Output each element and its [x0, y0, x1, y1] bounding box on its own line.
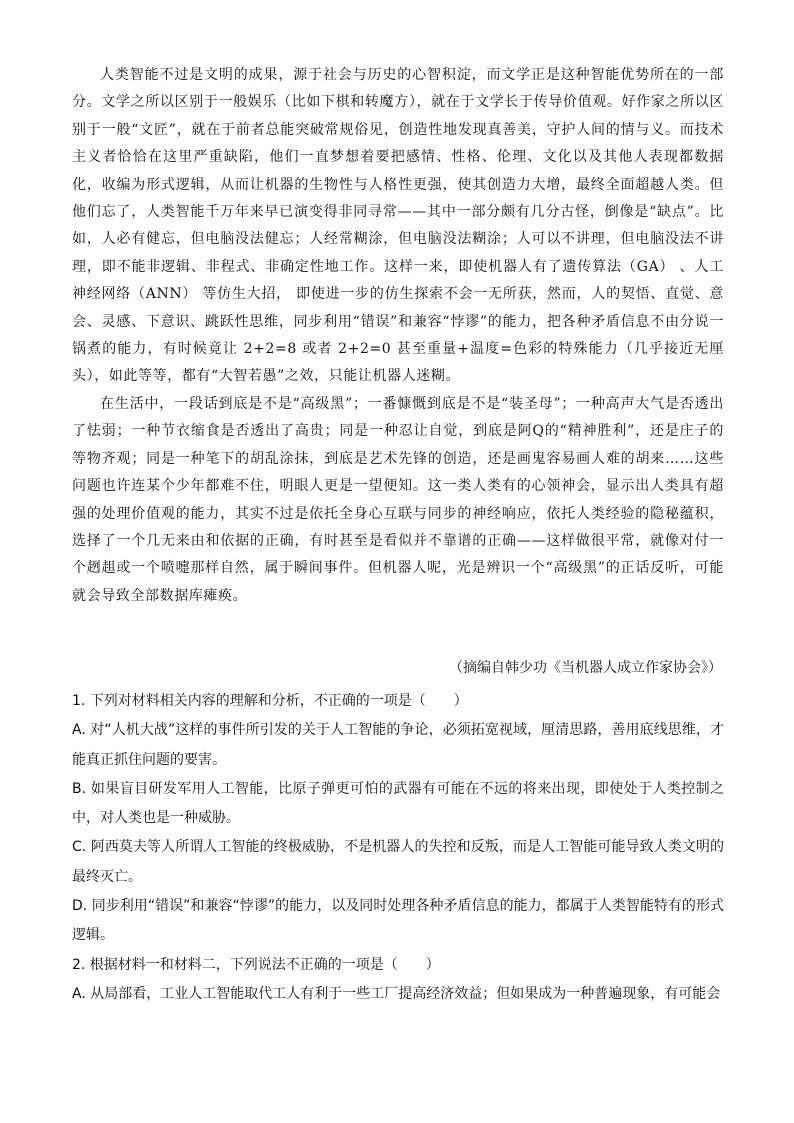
question-1-option-c: C. 阿西莫夫等人所谓人工智能的终极威胁，不是机器人的失控和反叛，而是人工智能可能导致人类文明的最终灭亡。	[72, 839, 724, 885]
question-1-option-a: A. 对“人机大战”这样的事件所引发的关于人工智能的争论，必须拓宽视域，厘清思路，善用底线思维，才能真正抓住问题的要害。	[72, 722, 724, 768]
question-list	[72, 687, 724, 1009]
passage-source: （摘编自韩少功《当机器人成立作家协会》）	[449, 660, 722, 676]
question-1	[72, 687, 724, 951]
question-2-option-a: A. 从局部看，工业人工智能取代工人有利于一些工厂提高经济效益；但如果成为一种普遍现象，有可能会	[72, 985, 721, 1002]
question-1-option-d: D. 同步利用“错误”和兼容“悖谬”的能力，以及同时处理各种矛盾信息的能力，都属于人类智能特有的形式逻辑。	[72, 898, 724, 944]
question-1-stem: 1. 下列对材料相关内容的理解和分析，不正确的一项是（ ）	[72, 693, 468, 709]
question-2	[72, 951, 724, 1010]
passage-paragraph-2: 在生活中，一段话到底是不是“高级黑”；一番慷慨到底是不是“装圣母”；一种高声大气是否透出了怯弱；一种节衣缩食是否透出了高贵；同是一种忍让自觉，到底是阿Q的“精神胜利”，还是庄子的等物齐观；同是一种笔下的胡乱涂抹，到底是艺术先锋的创造，还是画鬼容易画人难的胡来……这些问题也许连某个少年都难不住，明眼人更是一望便知。这一类人类有的心领神会，显示出人类具有超强的处理价值观的能力，其实不过是依托全身心互联与同步的神经响应，依托人类经验的隐秘蕴积，选择了一个几无来由和依据的正确，有时甚至是看似并不靠谱的正确——这样做很平常，就像对付一个趔趄或一个喷嚏那样自然，属于瞬间事件。但机器人呢，光是辨识一个“高级黑”的正话反听，可能就会导致全部数据库瘫痪。	[72, 395, 724, 604]
reading-passage	[72, 62, 724, 610]
question-2-stem: 2. 根据材料一和材料二，下列说法不正确的一项是（ ）	[72, 956, 440, 973]
question-1-option-b: B. 如果盲目研发军用人工智能，比原子弹更可怕的武器有可能在不远的将来出现，即使处于人类控制之中，对人类也是一种威胁。	[72, 780, 724, 827]
passage-paragraph-1: 人类智能不过是文明的成果，源于社会与历史的心智积淀，而文学正是这种智能优势所在的一部分。文学之所以区别于一般娱乐（比如下棋和转魔方），就在于文学长于传导价值观。好作家之所以区别于一般“文匠”，就在于前者总能突破常规俗见，创造性地发现真善美，守护人间的情与义。而技术主义者恰恰在这里严重缺陷，他们一直梦想着要把感情、性格、伦理、文化以及其他人表现都数据化，收编为形式逻辑，从而让机器的生物性与人格性更强，使其创造力大增，最终全面超越人类。但他们忘了，人类智能千万年来早已演变得非同寻常——其中一部分颇有几分古怪，倒像是“缺点”。比如，人必有健忘，但电脑没法健忘；人经常糊涂，但电脑没法糊涂；人可以不讲理，但电脑没法不讲理，即不能非逻辑、非程式、非确定性地工作。这样一来，即使机器人有了遗传算法（GA） 、人工神经网络（ANN） 等仿生大招， 即使进一步的仿生探索不会一无所获，然而，人的契悟、直觉、意会、灵感、下意识、跳跃性思维，同步利用“错误”和兼容“悖谬”的能力，把各种矛盾信息不由分说一锅煮的能力，有时候竟让 2+2=8 或者 2+2=0 甚至重量+温度=色彩的特殊能力（几乎接近无厘头），如此等等，都有“大智若愚”之效，只能让机器人迷糊。	[72, 67, 724, 385]
